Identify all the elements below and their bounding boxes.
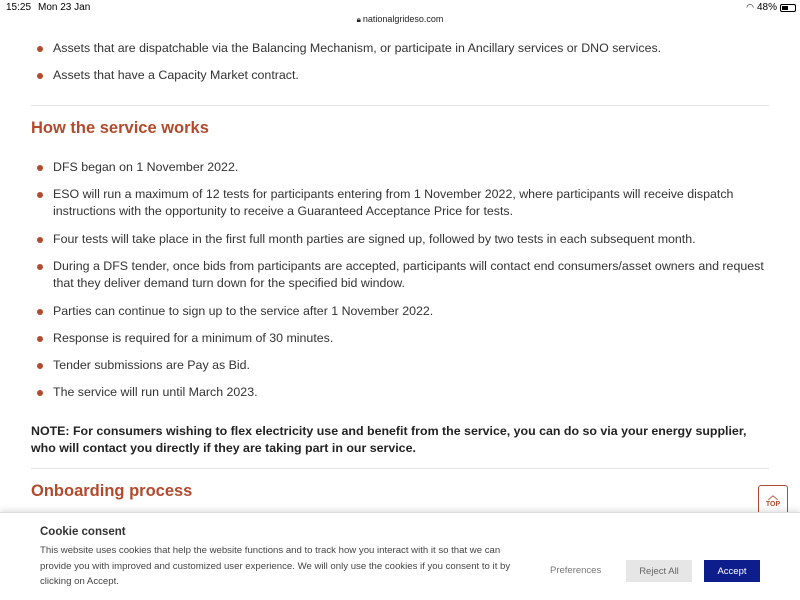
status-indicators bbox=[746, 2, 796, 13]
url-bar[interactable] bbox=[0, 14, 800, 28]
url-text: nationalgrideso.com bbox=[362, 14, 444, 24]
list-item: Parties can continue to sign up to the service after 1 November 2022. bbox=[53, 303, 773, 320]
section-divider bbox=[31, 468, 769, 469]
back-to-top-label: TOP bbox=[765, 501, 781, 508]
list-item: Four tests will take place in the first full month parties are signed up, followed by two tests in each subsequent month. bbox=[53, 231, 773, 248]
status-date: Mon 23 Jan bbox=[38, 2, 91, 13]
preferences-button[interactable]: Preferences bbox=[550, 565, 602, 576]
chevron-up-icon: ︿ bbox=[768, 491, 778, 502]
list-item: During a DFS tender, once bids from participants are accepted, participants will contact end consumers/asset owners and request that they deliver demand turn down for the specified bid window. bbox=[53, 258, 773, 292]
list-item: Response is required for a minimum of 30 minutes. bbox=[53, 330, 773, 347]
consumer-note: NOTE: For consumers wishing to flex electricity use and benefit from the service, you can do so via your energy supplier, who will contact you directly if they are taking part in our service. bbox=[31, 424, 747, 455]
list-item: The service will run until March 2023. bbox=[53, 384, 773, 401]
accept-button[interactable]: Accept bbox=[704, 560, 760, 582]
list-item: Tender submissions are Pay as Bid. bbox=[53, 357, 773, 374]
lock-icon: 🔒︎ bbox=[356, 15, 361, 24]
status-bar bbox=[0, 0, 800, 14]
list-item: Assets that are dispatchable via the Balancing Mechanism, or participate in Ancillary services or DNO services. bbox=[53, 40, 773, 57]
battery-icon bbox=[780, 4, 796, 12]
list-item: Assets that have a Capacity Market contract. bbox=[53, 67, 773, 84]
wifi-icon: ◠ bbox=[746, 2, 754, 12]
section-divider bbox=[31, 105, 769, 106]
list-item: DFS began on 1 November 2022. bbox=[53, 159, 773, 176]
section-heading-how-service-works: How the service works bbox=[31, 119, 209, 137]
list-item: ESO will run a maximum of 12 tests for participants entering from 1 November 2022, where participants will receive dispatch instructions with the opportunity to receive a Guaranteed Acceptance Price for tests. bbox=[53, 186, 773, 220]
status-time: 15:25 bbox=[6, 2, 32, 13]
reject-all-button[interactable]: Reject All bbox=[626, 560, 692, 582]
cookie-text: This website uses cookies that help the website functions and to track how you interact with it so that we can provide you with improved and customized user experience. We will only use the cookies if you consent to it by clicking on Accept. bbox=[40, 545, 511, 587]
cookie-title: Cookie consent bbox=[40, 526, 126, 538]
battery-percent: 48% bbox=[756, 2, 777, 13]
back-to-top-button[interactable] bbox=[758, 485, 788, 515]
section-heading-onboarding: Onboarding process bbox=[31, 482, 193, 500]
cookie-consent-banner bbox=[0, 512, 800, 600]
